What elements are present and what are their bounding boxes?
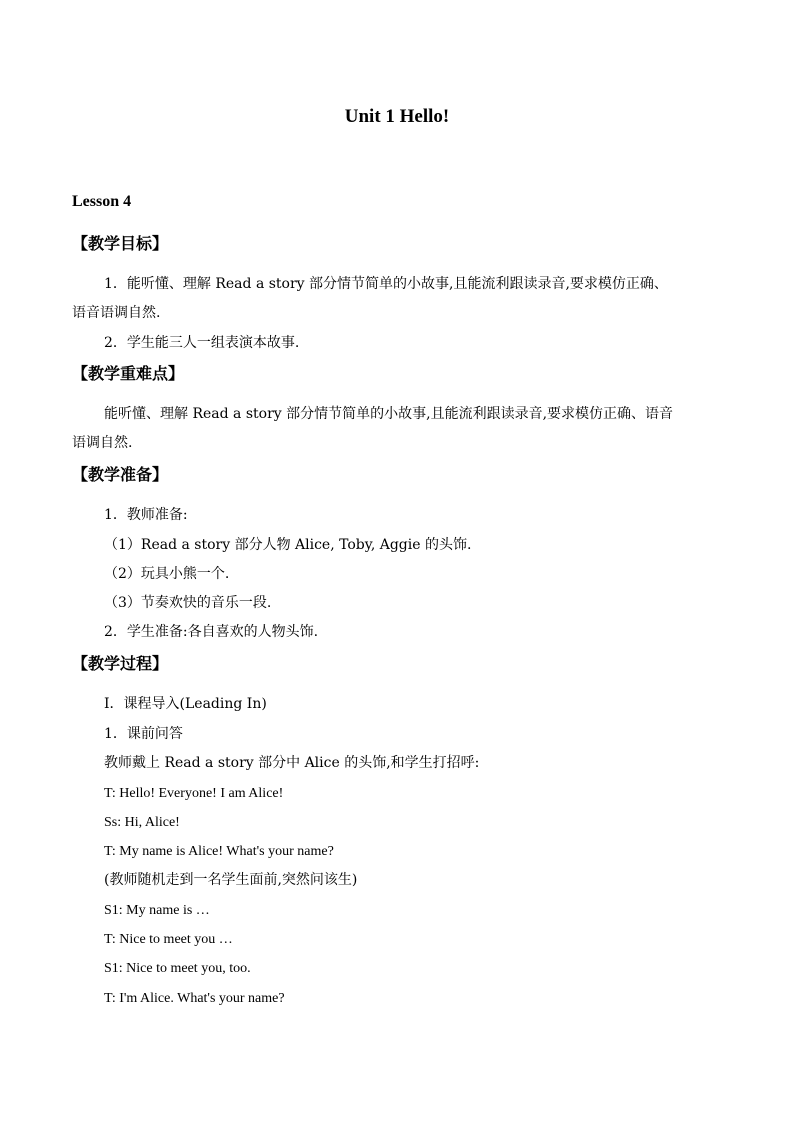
preparation-line: （2）玩具小熊一个. [104, 566, 230, 582]
page-title: Unit 1 Hello! [344, 106, 450, 127]
dialogue-line: T: My name is Alice! What's your name? [104, 844, 334, 859]
objective-line: 语音语调自然. [72, 305, 161, 321]
section-heading-preparation: 【教学准备】 [72, 465, 169, 484]
process-line: Ⅰ．课程导入(Leading In) [104, 696, 267, 712]
stage-direction: (教师随机走到一名学生面前,突然问该生) [104, 872, 358, 888]
section-heading-key-points: 【教学重难点】 [72, 364, 185, 383]
dialogue-line: S1: Nice to meet you, too. [104, 961, 251, 976]
preparation-line: 1．教师准备: [104, 507, 188, 523]
process-line: 1．课前问答 [104, 726, 183, 742]
preparation-line: 2．学生准备:各自喜欢的人物头饰. [104, 624, 319, 640]
preparation-line: （3）节奏欢快的音乐一段. [104, 595, 272, 611]
process-line: 教师戴上 Read a story 部分中 Alice 的头饰,和学生打招呼: [104, 755, 480, 771]
dialogue-line: Ss: Hi, Alice! [104, 815, 180, 830]
lesson-heading: Lesson 4 [72, 193, 132, 210]
dialogue-line: S1: My name is … [104, 903, 210, 918]
objective-line: 2．学生能三人一组表演本故事. [104, 335, 300, 351]
section-heading-process: 【教学过程】 [72, 654, 169, 673]
preparation-line: （1）Read a story 部分人物 Alice, Toby, Aggie 的头饰. [104, 537, 472, 553]
dialogue-line: T: I'm Alice. What's your name? [104, 991, 285, 1006]
dialogue-line: T: Hello! Everyone! I am Alice! [104, 786, 284, 801]
key-point-line: 能听懂、理解 Read a story 部分情节简单的小故事,且能流利跟读录音,要求模仿正确、语音 [104, 406, 674, 422]
objective-line: 1．能听懂、理解 Read a story 部分情节简单的小故事,且能流利跟读录音,要求模仿正确、 [104, 276, 668, 292]
dialogue-line: T: Nice to meet you … [104, 932, 233, 947]
key-point-line: 语调自然. [72, 435, 133, 451]
section-heading-objectives: 【教学目标】 [72, 234, 169, 253]
